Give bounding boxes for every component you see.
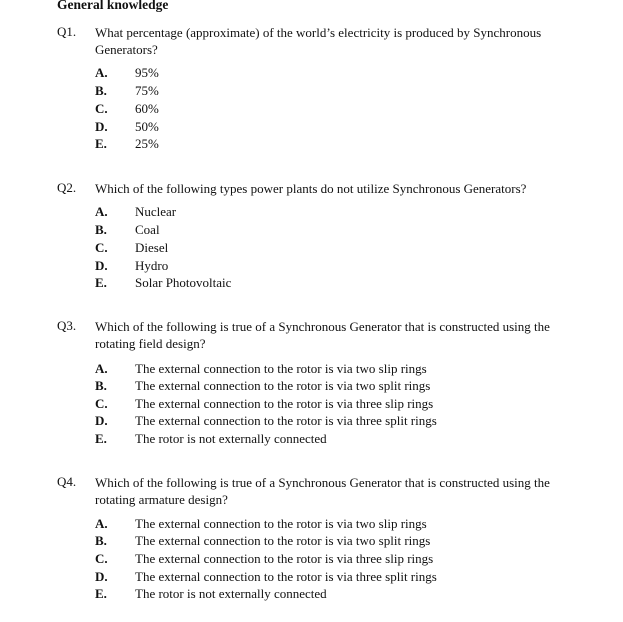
option-text: Hydro [135,258,169,273]
option-text: 75% [135,83,159,98]
option-text: 25% [135,136,159,151]
option-text: The external connection to the rotor is via three split rings [135,569,437,584]
option-text: The external connection to the rotor is via three slip rings [135,551,434,566]
option-text: Nuclear [135,204,177,219]
question-number: Q2. [57,180,77,195]
option-text: Solar Photovoltaic [135,275,232,290]
option-letter: D. [95,413,108,428]
option-text: 95% [135,65,159,80]
option-letter: D. [95,569,108,584]
option-letter: E. [95,586,107,601]
option-letter: B. [95,378,107,393]
option-text: The external connection to the rotor is via three slip rings [135,396,434,411]
question-text: Which of the following is true of a Synchronous Generator that is constructed using the rotating field design? [95,319,550,351]
option-letter: A. [95,516,108,531]
option-letter: C. [95,240,108,255]
option-letter: C. [95,101,108,116]
option-letter: A. [95,361,108,376]
option-letter: B. [95,222,107,237]
option-text: The external connection to the rotor is via two split rings [135,378,431,393]
question-number: Q4. [57,474,77,489]
option-text: The rotor is not externally connected [135,586,327,601]
option-text: The external connection to the rotor is via three split rings [135,413,437,428]
option-text: The external connection to the rotor is via two slip rings [135,361,427,376]
option-text: Coal [135,222,160,237]
option-text: Diesel [135,240,169,255]
question-text: Which of the following types power plants do not utilize Synchronous Generators? [95,181,527,196]
option-text: 60% [135,101,159,116]
option-letter: E. [95,431,107,446]
option-text: The external connection to the rotor is via two split rings [135,533,431,548]
option-letter: A. [95,65,108,80]
option-letter: C. [95,396,108,411]
option-letter: E. [95,136,107,151]
option-letter: C. [95,551,108,566]
question-text: What percentage (approximate) of the world’s electricity is produced by Synchronous Generators? [95,25,542,57]
question-number: Q1. [57,24,77,39]
option-text: The external connection to the rotor is via two slip rings [135,516,427,531]
option-letter: B. [95,533,107,548]
section-heading: General knowledge [57,0,169,12]
option-text: 50% [135,119,159,134]
option-letter: D. [95,258,108,273]
question-number: Q3. [57,318,77,333]
option-letter: D. [95,119,108,134]
option-letter: B. [95,83,107,98]
option-letter: A. [95,204,108,219]
option-text: The rotor is not externally connected [135,431,327,446]
option-letter: E. [95,275,107,290]
question-text: Which of the following is true of a Synchronous Generator that is constructed using the rotating armature design? [95,475,550,507]
